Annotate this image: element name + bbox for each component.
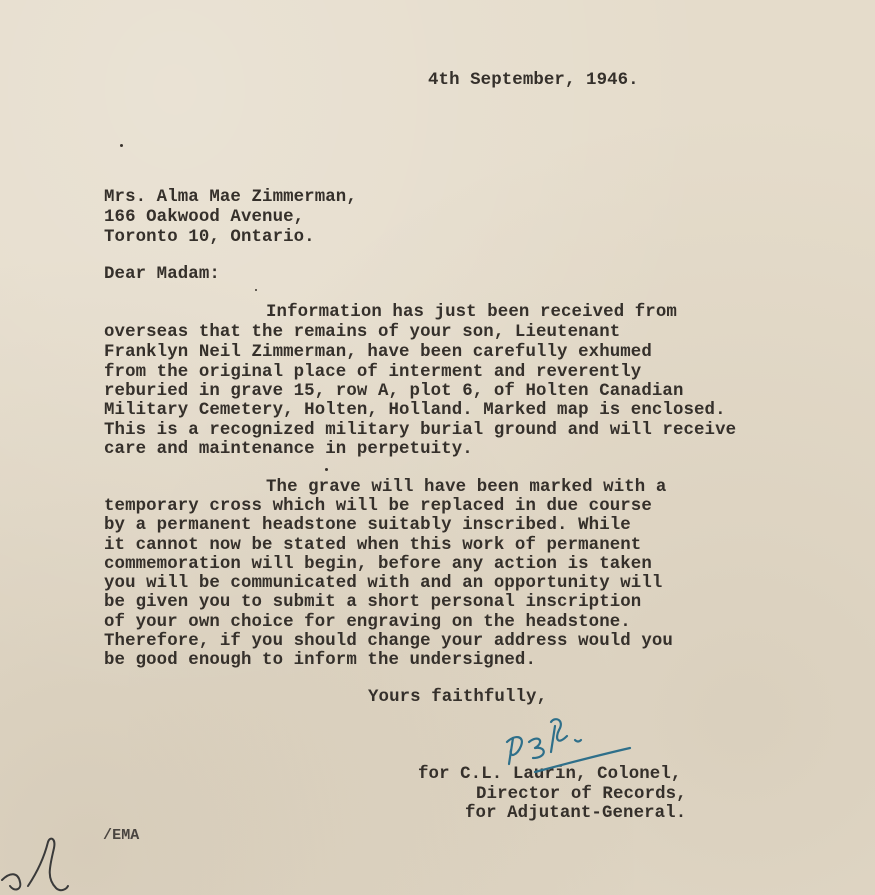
- recipient-street: 166 Oakwood Avenue,: [104, 208, 305, 227]
- paragraph2-line: you will be communicated with and an opportunity will: [104, 574, 663, 593]
- paragraph1-line: from the original place of interment and reverently: [104, 363, 642, 382]
- closing: Yours faithfully,: [368, 688, 548, 707]
- letter-date: 4th September, 1946.: [428, 71, 639, 90]
- paragraph2-line: be good enough to inform the undersigned.: [104, 651, 536, 670]
- recipient-city: Toronto 10, Ontario.: [104, 228, 315, 247]
- paragraph2-line: Therefore, if you should change your address would you: [104, 632, 673, 651]
- signature-block-line: for C.L. Laurin, Colonel,: [418, 765, 682, 784]
- paragraph2-line: of your own choice for engraving on the headstone.: [104, 613, 631, 632]
- paper-speck: [120, 144, 123, 147]
- recipient-name: Mrs. Alma Mae Zimmerman,: [104, 188, 357, 207]
- paragraph1-line: reburied in grave 15, row A, plot 6, of Holten Canadian: [104, 382, 684, 401]
- paper-speck: [325, 468, 328, 471]
- paper-speck: [255, 289, 257, 291]
- paragraph1-line: Military Cemetery, Holten, Holland. Marked map is enclosed.: [104, 401, 726, 420]
- paragraph1-line: overseas that the remains of your son, Lieutenant: [104, 323, 621, 342]
- salutation: Dear Madam:: [104, 265, 220, 284]
- paragraph1-line: Information has just been received from: [266, 303, 677, 322]
- paragraph2-line: be given you to submit a short personal inscription: [104, 593, 642, 612]
- handwritten-signature: [495, 712, 645, 802]
- signature-block-line: Director of Records,: [476, 785, 687, 804]
- paragraph2-line: commemoration will begin, before any action is taken: [104, 555, 652, 574]
- signature-block-line: for Adjutant-General.: [465, 804, 687, 823]
- margin-handwriting-mark: [0, 828, 80, 895]
- paragraph2-line: it cannot now be stated when this work of permanent: [104, 536, 642, 555]
- paragraph1-line: care and maintenance in perpetuity.: [104, 440, 473, 459]
- paragraph2-line: temporary cross which will be replaced in due course: [104, 497, 652, 516]
- paragraph1-line: This is a recognized military burial ground and will receive: [104, 421, 737, 440]
- paragraph2-line: by a permanent headstone suitably inscribed. While: [104, 516, 631, 535]
- paragraph1-line: Franklyn Neil Zimmerman, have been carefully exhumed: [104, 343, 652, 362]
- paragraph2-line: The grave will have been marked with a: [266, 478, 667, 497]
- reference-initials: /EMA: [103, 827, 140, 844]
